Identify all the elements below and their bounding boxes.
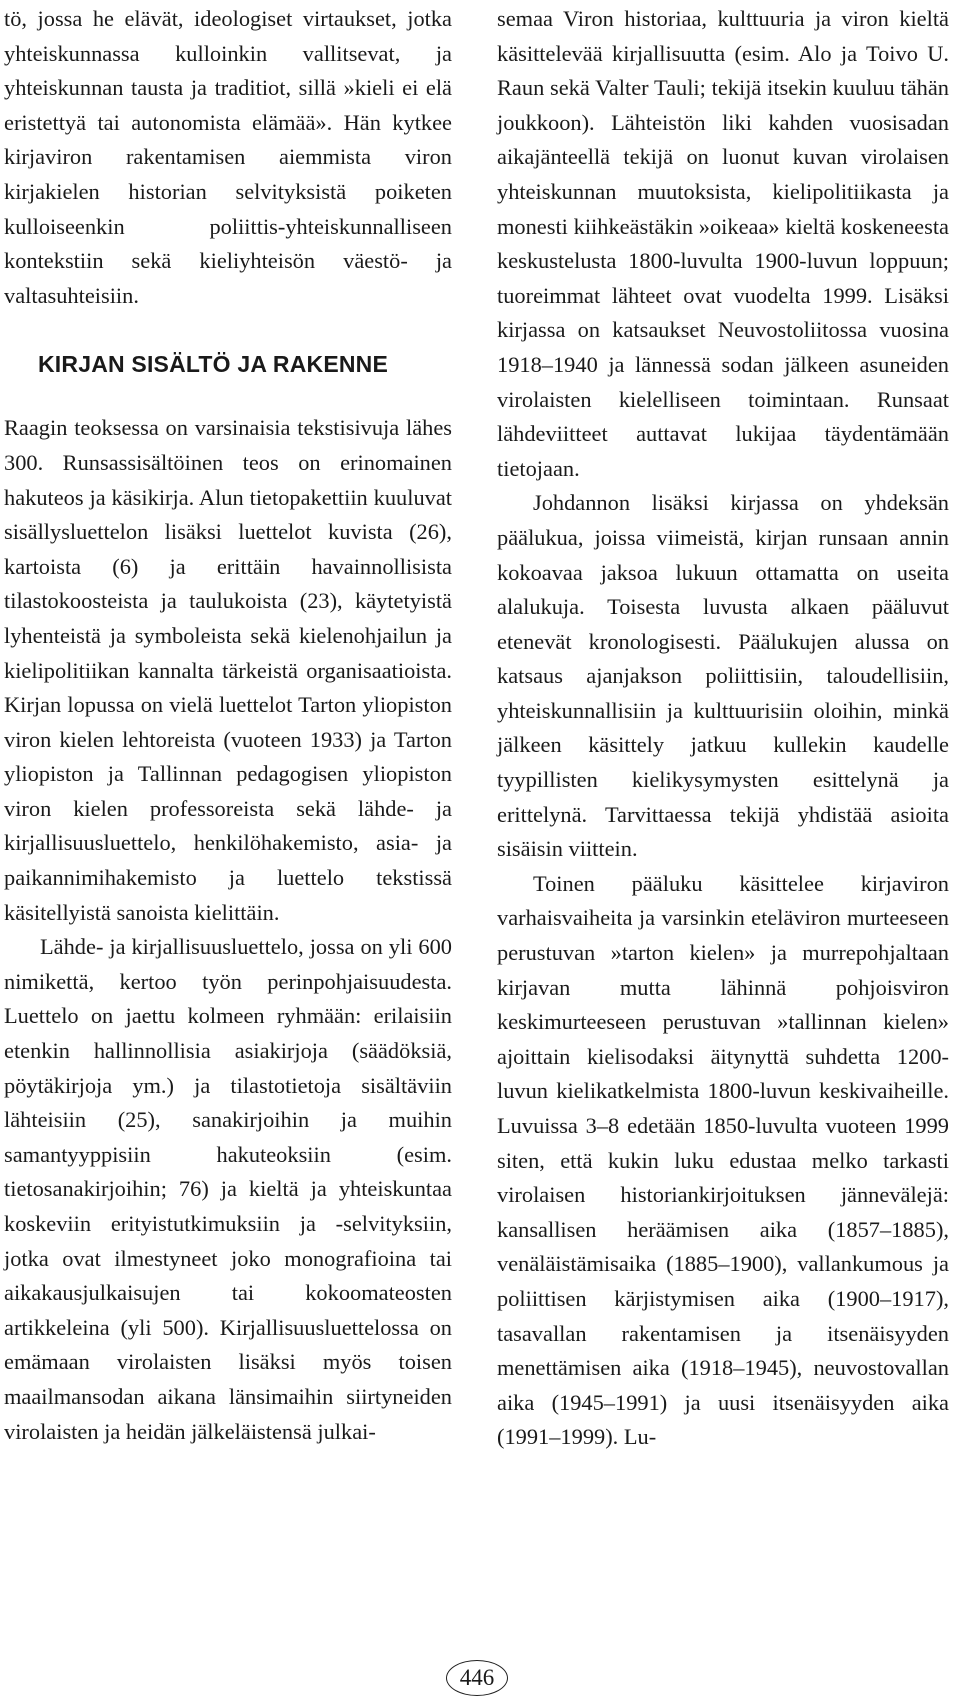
section-heading: KIRJAN SISÄLTÖ JA RAKENNE: [38, 351, 389, 378]
left-paragraph-3: Lähde- ja kirjallisuusluettelo, jossa on yli 600 nimikettä, kertoo työn perinpohjaisuudesta. Luettelo on jaettu kolmeen ryhmään: erilaisiin etenkin hallinnollisia asiakirjoja (säädöksiä, pöytäkirjoja ym.) ja tilastotietoja sisältäviin lähteisiin (25), sanakirjoihin ja muihin samantyyppisiin hakuteoksiin (esim. tietosanakirjoihin; 76) ja kieltä ja yhteiskuntaa koskeviin erityistutkimuksiin ja -selvityksiin, jotka ovat ilmestyneet joko monografioina tai aikakausjulkaisujen tai kokoomateosten artikkeleina (yli 500). Kirjallisuusluettelossa on emämaan virolaisten lisäksi myös toisen maailmansodan aikana länsimaihin siirtyneiden virolaisten ja heidän jälkeläistensä julkai-: [4, 934, 452, 1444]
page-number-text: 446: [459, 1665, 495, 1690]
right-column: [497, 2, 949, 1455]
right-paragraph-3: Toinen pääluku käsittelee kirjaviron varhaisvaiheita ja varsinkin eteläviron murteeseen perustuvan »tarton kielen» ja murrepohjaltaan kirjavan mutta lähinnä pohjoisviron keskimurteeseen perustuvan »tallinnan kielen» ajoittain kielisodaksi äitynyttä suhdetta 1200-luvun kielikatkelmista 1800-luvun keskivaiheille. Luvuissa 3–8 edetään 1850-luvulta vuoteen 1999 siten, että kukin luku edustaa melko tarkasti virolaisen historiankirjoituksen jännevälejä: kansallisen heräämisen aika (1857–1885), venäläistämisaika (1885–1900), vallankumous ja poliittisen kärjistymisen aika (1900–1917), tasavallan rakentamisen ja itsenäisyyden menettämisen aika (1918–1945), neuvostovallan aika (1945–1991) ja uusi itsenäisyyden aika (1991–1999). Lu-: [497, 870, 949, 1450]
right-paragraph-2: Johdannon lisäksi kirjassa on yhdeksän päälukua, joissa viimeistä, kirjan runsaan annin kokoavaa jaksoa lukuun ottamatta on useita alalukuja. Toisesta luvusta alkaen pääluvut etenevät kronologisesti. Päälukujen alussa on katsaus ajanjakson poliittisiin, taloudellisiin, yhteiskunnallisiin ja kulttuurisiin oloihin, minkä jälkeen käsittely jatkuu kullekin kaudelle tyypillisten kielikysymysten esittelynä ja erittelynä. Tarvittaessa tekijä yhdistää asioita sisäisin viittein.: [497, 490, 949, 862]
right-paragraph-1: semaa Viron historiaa, kulttuuria ja viron kieltä käsittelevää kirjallisuutta (esim. Alo ja Toivo U. Raun sekä Valter Tauli; tekijä itsekin kuuluu tähän joukkoon). Lähteistön liki kahden vuosisadan aikajänteellä tekijä on luonut kuvan virolaisen yhteiskunnan muutoksista, kielipolitiikasta ja monesti kiihkeästäkin »oikeaa» kieltä koskeneesta keskustelusta 1800-luvulta 1900-luvun loppuun; tuoreimmat lähteet ovat vuodelta 1999. Lisäksi kirjassa on katsaukset Neuvostoliitossa vuosina 1918–1940 ja lännessä sodan jälkeen asuneiden virolaisten kielelliseen toimintaan. Runsaat lähdeviitteet auttavat lukijaa täydentämään tietojaan.: [497, 6, 949, 481]
left-paragraph-1: tö, jossa he elävät, ideologiset virtaukset, jotka yhteiskunnassa kulloinkin vallitsevat, ja yhteiskunnan tausta ja traditiot, sillä »kieli ei elä eristettyä tai autonomista elämää». Hän kytkee kirjaviron rakentamisen aiemmista viron kirjakielen historian selvityksistä poiketen kulloiseenkin poliittis-yhteiskunnalliseen kontekstiin sekä kieliyhteisön väestö- ja valtasuhteisiin.: [4, 6, 452, 308]
left-paragraph-2: Raagin teoksessa on varsinaisia tekstisivuja lähes 300. Runsassisältöinen teos on erinomainen hakuteos ja käsikirja. Alun tietopakettiin kuuluvat sisällysluettelon lisäksi luettelot kuvista (26), kartoista (6) ja erittäin havainnollisista tilastokoosteista ja taulukoista (23), käytetyistä lyhenteistä ja symboleista sekä kielenohjailun ja kielipolitiikan kannalta tärkeistä organisaatioista. Kirjan lopussa on vielä luettelot Tarton yliopiston viron kielen lehtoreista (vuoteen 1933) ja Tarton yliopiston ja Tallinnan pedagogisen yliopiston viron kielen professoreista sekä lähde- ja kirjallisuusluettelo, henkilöhakemisto, asia- ja paikannimihakemisto ja luettelo tekstissä käsitellyistä sanoista kielittäin.: [4, 415, 452, 925]
page-number: [446, 1660, 510, 1698]
page-number-oval: [446, 1660, 508, 1696]
left-column: [4, 2, 452, 1449]
